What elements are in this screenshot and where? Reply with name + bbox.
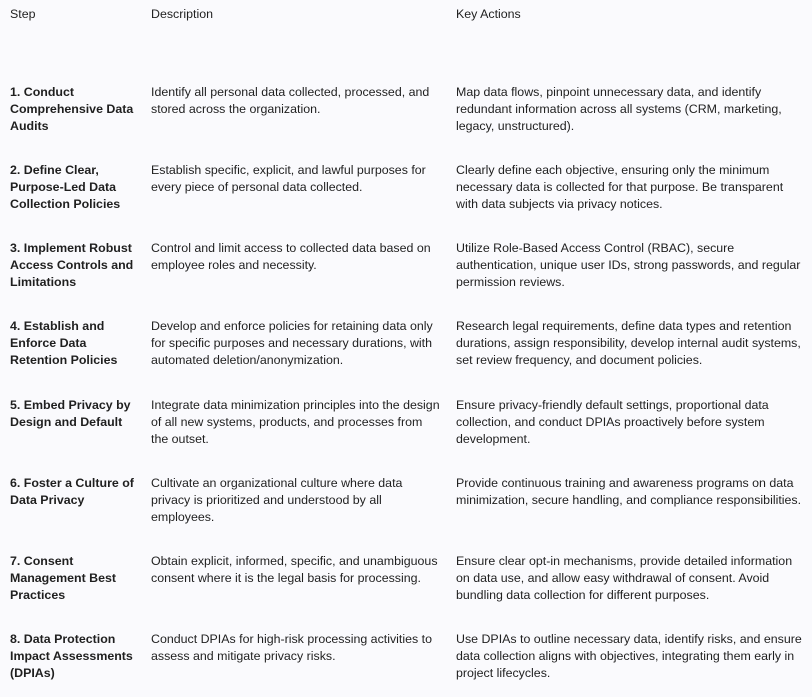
description-cell: Integrate data minimization principles into the design of all new systems, products, and processes from the outset.	[151, 398, 440, 446]
table-row	[0, 475, 812, 527]
key-actions-cell: Utilize Role-Based Access Control (RBAC), secure authentication, unique user IDs, strong passwords, and regular permission reviews.	[456, 241, 801, 289]
table-row	[0, 84, 812, 136]
table-row	[0, 631, 812, 683]
step-cell: 8. Data Protection Impact Assessments (DPIAs)	[10, 632, 133, 680]
header-key-actions: Key Actions	[456, 7, 521, 21]
step-cell: 1. Conduct Comprehensive Data Audits	[10, 85, 134, 133]
step-cell: 2. Define Clear, Purpose-Led Data Collection Policies	[10, 163, 121, 211]
description-cell: Develop and enforce policies for retaining data only for specific purposes and necessary durations, with automated deletion/anonymization.	[151, 319, 433, 367]
description-cell: Identify all personal data collected, processed, and stored across the organization.	[151, 85, 430, 116]
header-step: Step	[10, 7, 36, 21]
key-actions-cell: Provide continuous training and awareness programs on data minimization, secure handling, and compliance responsibilities.	[456, 476, 802, 507]
description-cell: Establish specific, explicit, and lawful purposes for every piece of personal data collected.	[151, 163, 426, 194]
step-cell: 3. Implement Robust Access Controls and Limitations	[10, 241, 134, 289]
key-actions-cell: Ensure clear opt-in mechanisms, provide detailed information on data use, and allow easy withdrawal of consent. Avoid bundling data collection for different purposes.	[456, 554, 793, 602]
table-row	[0, 553, 812, 605]
key-actions-cell: Clearly define each objective, ensuring only the minimum necessary data is collected for that purpose. Be transparent with data subjects via privacy notices.	[456, 163, 784, 211]
table-row	[0, 240, 812, 292]
key-actions-cell: Use DPIAs to outline necessary data, identify risks, and ensure data collection aligns with objectives, integrating them early in project lifecycles.	[456, 632, 802, 680]
header-description: Description	[151, 7, 213, 21]
key-actions-cell: Research legal requirements, define data types and retention durations, assign responsibility, develop internal audit systems, set review frequency, and document policies.	[456, 319, 801, 367]
description-cell: Cultivate an organizational culture where data privacy is prioritized and understood by all employees.	[151, 476, 403, 524]
table-row	[0, 162, 812, 214]
key-actions-cell: Ensure privacy-friendly default settings, proportional data collection, and conduct DPIAs proactively before system development.	[456, 398, 769, 446]
step-cell: 7. Consent Management Best Practices	[10, 554, 117, 602]
table-row	[0, 397, 812, 449]
step-cell: 6. Foster a Culture of Data Privacy	[10, 476, 134, 507]
step-cell: 5. Embed Privacy by Design and Default	[10, 398, 131, 429]
step-cell: 4. Establish and Enforce Data Retention Policies	[10, 319, 118, 367]
table-header	[0, 6, 812, 23]
table-row	[0, 318, 812, 370]
description-cell: Control and limit access to collected data based on employee roles and necessity.	[151, 241, 431, 272]
description-cell: Obtain explicit, informed, specific, and unambiguous consent where it is the legal basis for processing.	[151, 554, 438, 585]
key-actions-cell: Map data flows, pinpoint unnecessary data, and identify redundant information across all systems (CRM, marketing, legacy, unstructured).	[456, 85, 782, 133]
description-cell: Conduct DPIAs for high-risk processing activities to assess and mitigate privacy risks.	[151, 632, 432, 663]
